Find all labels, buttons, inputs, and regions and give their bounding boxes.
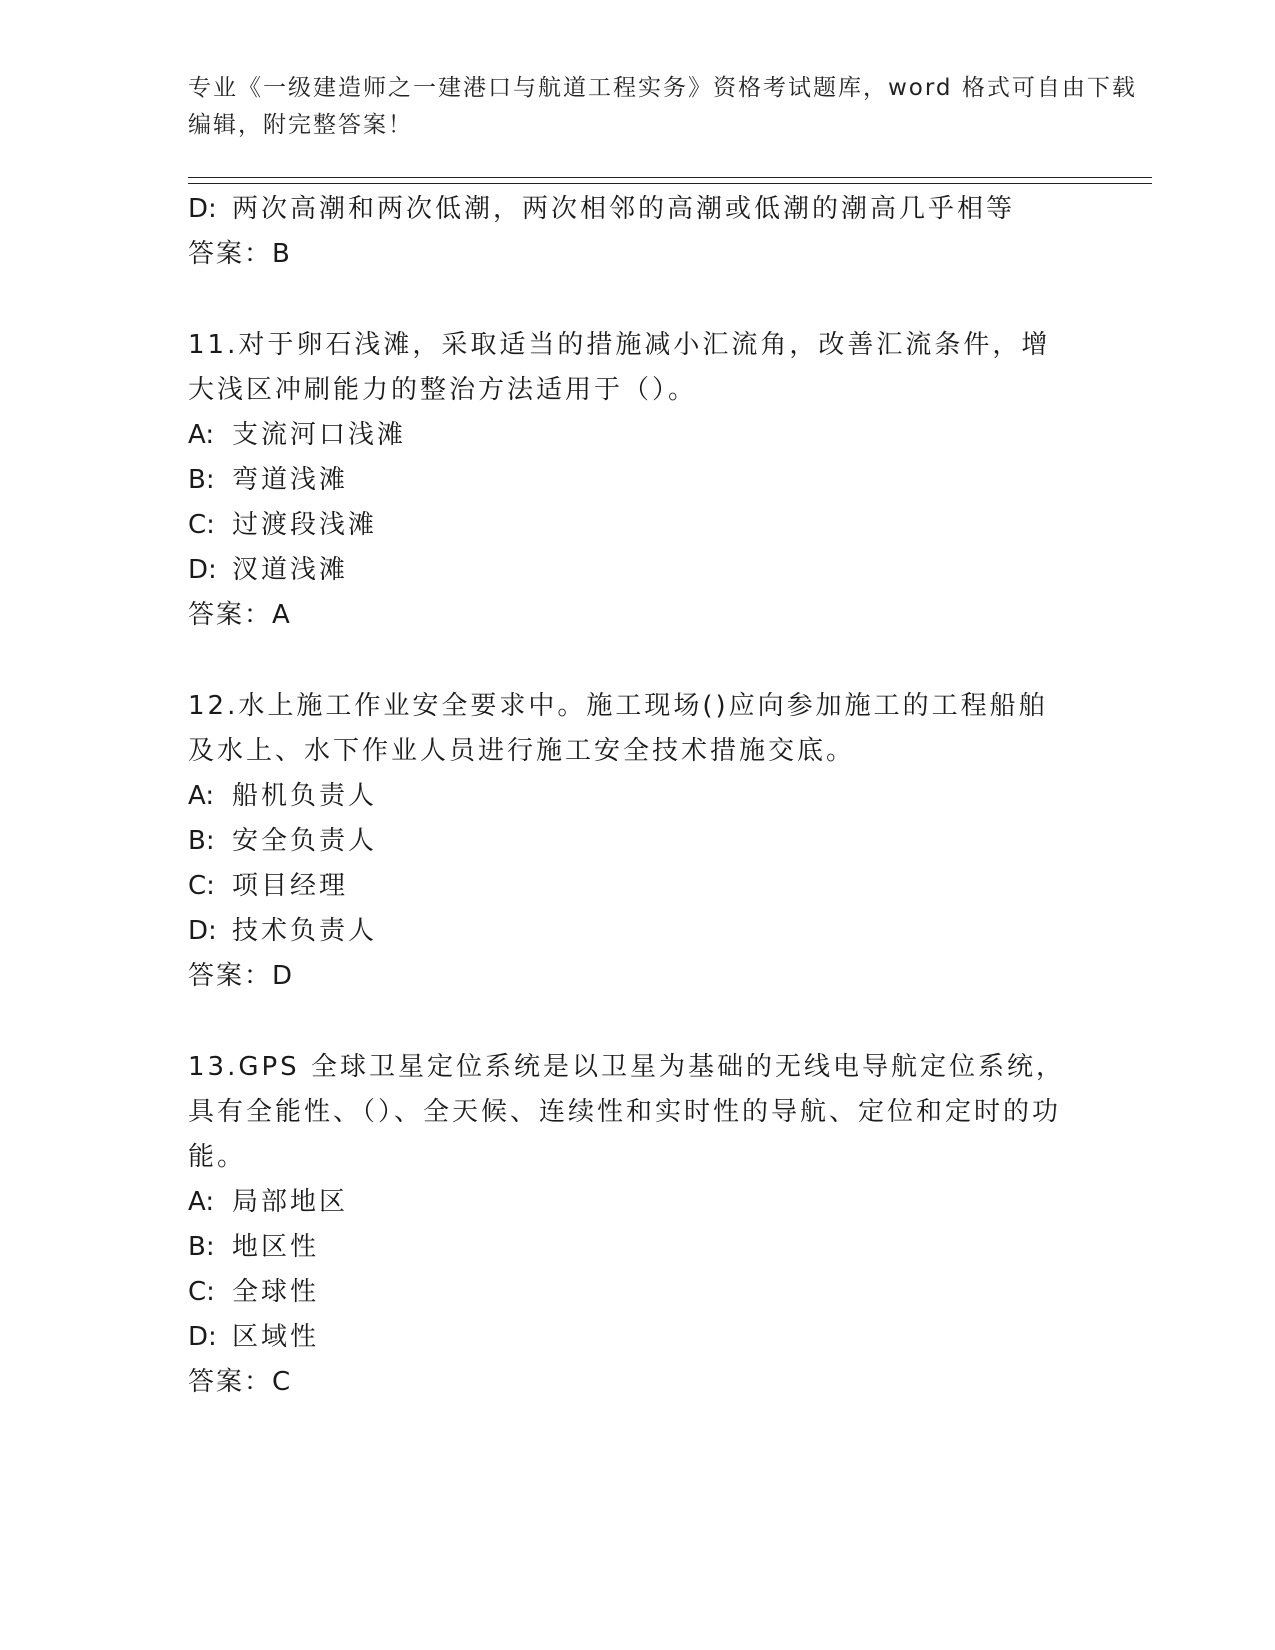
option-d <box>188 1315 1068 1360</box>
option-letter: C: <box>188 1277 215 1307</box>
option-text: 支流河口浅滩 <box>232 420 407 450</box>
option-text: 船机负责人 <box>232 781 378 811</box>
option-text: 项目经理 <box>232 871 349 901</box>
option-text: 弯道浅滩 <box>232 465 349 495</box>
option-letter: B: <box>188 465 215 495</box>
spacer <box>188 277 1068 323</box>
option-letter: D: <box>188 555 217 585</box>
option-letter: A: <box>188 781 215 811</box>
option-letter: A: <box>188 420 215 450</box>
option-d <box>188 187 1068 232</box>
option-d <box>188 548 1068 593</box>
option-letter: C: <box>188 871 215 901</box>
option-letter: D: <box>188 1322 217 1352</box>
option-text: 两次高潮和两次低潮，两次相邻的高潮或低潮的潮高几乎相等 <box>232 194 1016 224</box>
option-letter: A: <box>188 1187 215 1217</box>
option-letter: B: <box>188 1232 215 1262</box>
option-text: 地区性 <box>232 1232 320 1262</box>
option-text: 全球性 <box>232 1277 320 1307</box>
option-b <box>188 819 1068 864</box>
option-a <box>188 1180 1068 1225</box>
header-divider-bottom <box>188 183 1152 184</box>
option-letter: C: <box>188 510 215 540</box>
question-content <box>188 187 1068 1405</box>
option-text: 过渡段浅滩 <box>232 510 378 540</box>
question-stem: 11.对于卵石浅滩，采取适当的措施减小汇流角，改善汇流条件，增大浅区冲刷能力的整治方法适用于（）。 <box>188 330 1051 405</box>
option-b <box>188 458 1068 503</box>
option-text: 技术负责人 <box>232 916 378 946</box>
page-header <box>188 70 1148 144</box>
option-d <box>188 909 1068 954</box>
answer-line: 答案：A <box>188 600 292 630</box>
option-letter: B: <box>188 826 215 856</box>
option-letter: D: <box>188 194 217 224</box>
question-stem: 12.水上施工作业安全要求中。施工现场()应向参加施工的工程船舶及水上、水下作业人员进行施工安全技术措施交底。 <box>188 691 1048 766</box>
answer-line: 答案：B <box>188 239 292 269</box>
spacer <box>188 999 1068 1045</box>
spacer <box>188 638 1068 684</box>
answer-line: 答案：C <box>188 1367 293 1397</box>
option-text: 汊道浅滩 <box>232 555 349 585</box>
option-letter: D: <box>188 916 217 946</box>
option-text: 安全负责人 <box>232 826 378 856</box>
answer-line: 答案：D <box>188 961 295 991</box>
option-c <box>188 864 1068 909</box>
header-text: 专业《一级建造师之一建港口与航道工程实务》资格考试题库，word 格式可自由下载编辑，附完整答案！ <box>188 75 1137 138</box>
option-text: 区域性 <box>232 1322 320 1352</box>
option-b <box>188 1225 1068 1270</box>
option-a <box>188 774 1068 819</box>
option-a <box>188 413 1068 458</box>
option-c <box>188 1270 1068 1315</box>
option-text: 局部地区 <box>232 1187 349 1217</box>
option-c <box>188 503 1068 548</box>
header-divider-top <box>188 177 1152 178</box>
question-stem: 13.GPS 全球卫星定位系统是以卫星为基础的无线电导航定位系统，具有全能性、（）、全天候、连续性和实时性的导航、定位和定时的功能。 <box>188 1052 1065 1172</box>
